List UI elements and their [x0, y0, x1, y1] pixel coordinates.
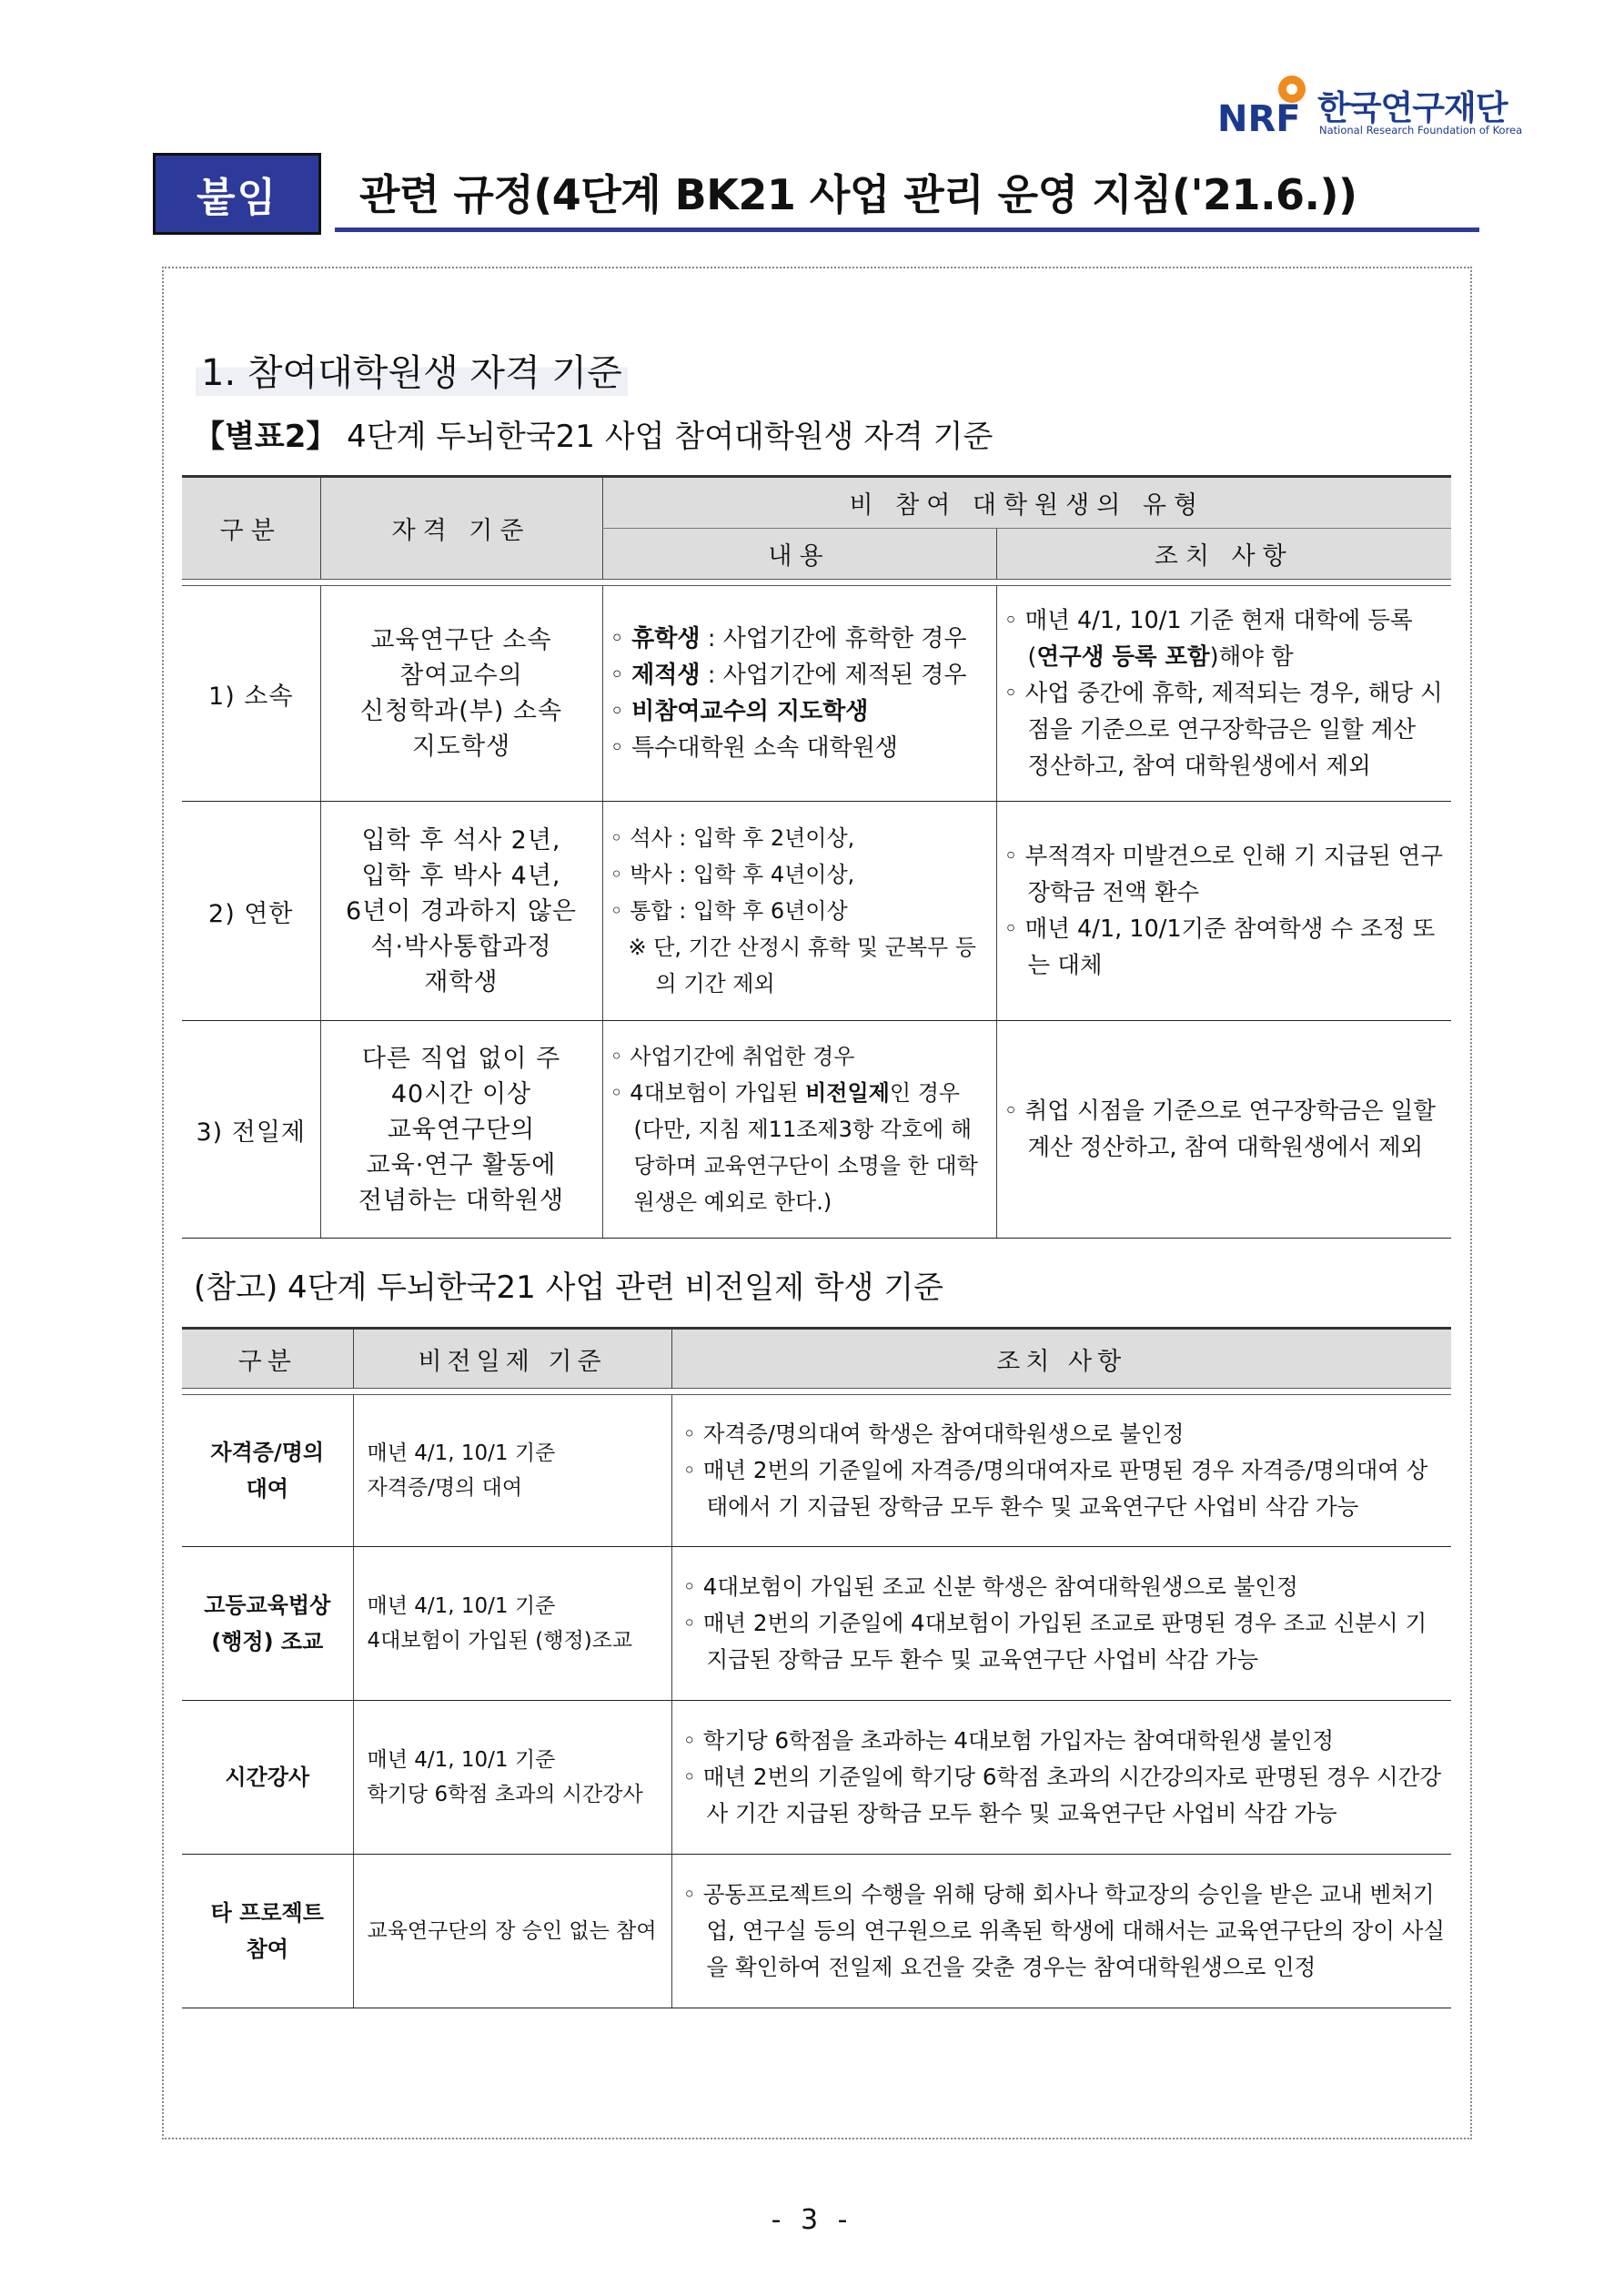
row-action: [996, 1021, 1451, 1239]
content-item: ◦ 비참여교수의 지도학생: [610, 698, 869, 725]
attachment-badge: 붙임: [153, 153, 321, 235]
table-header-row: [182, 477, 1451, 529]
content-item: ◦ 4대보험이 가입된 비전일제인 경우 (다만, 지침 제11조제3항 각호에 해당하며 교육연구단이 소명을 한 대학원생은 예외로 한다.): [610, 1080, 978, 1215]
criteria-line: 교육·연구 활동에: [366, 1150, 557, 1179]
action-item: ◦ 부적격자 미발견으로 인해 기 지급된 연구장학금 전액 환수: [1004, 843, 1443, 906]
table-row: [182, 1547, 1451, 1701]
header-group: 비 참여 대학원생의 유형: [602, 477, 1451, 529]
table-row: [182, 1701, 1451, 1855]
row-criteria: [320, 1021, 602, 1239]
action-item: ◦ 사업 중간에 휴학, 제적되는 경우, 해당 시점을 기준으로 연구장학금은 일할 계산 정산하고, 참여 대학원생에서 제외: [1004, 680, 1443, 780]
nrf-logo: [1215, 71, 1523, 144]
action-item: ◦ 4대보험이 가입된 조교 신분 학생은 참여대학원생으로 불인정: [682, 1573, 1298, 1600]
table-title-text: 4단계 두뇌한국21 사업 참여대학원생 자격 기준: [337, 419, 994, 455]
row-criteria: [320, 802, 602, 1021]
action-item: ◦ 매년 4/1, 10/1기준 참여학생 수 조정 또는 대체: [1004, 915, 1436, 979]
table-row: [182, 1855, 1451, 2008]
row-criteria: [320, 586, 602, 802]
logo-name-ko: 한국연구재단: [1317, 88, 1508, 127]
row-action: [671, 1547, 1451, 1701]
content-item: ◦ 석사 : 입학 후 2년이상,: [610, 825, 855, 851]
content-item: ◦ 제적생 : 사업기간에 제적된 경우: [610, 662, 967, 689]
header-criteria: 자격 기준: [320, 477, 602, 580]
criteria-line: 지도학생: [411, 733, 511, 761]
table-title-tag: 【별표2】: [194, 419, 338, 455]
logo-name-en: National Research Foundation of Korea: [1319, 124, 1523, 137]
table-row: [182, 1021, 1451, 1239]
eligibility-table: [182, 475, 1451, 1239]
header-category: 구분: [182, 477, 320, 580]
content-item: ◦ 박사 : 입학 후 4년이상,: [610, 862, 855, 887]
content-item: ◦ 통합 : 입학 후 6년이상: [610, 898, 848, 924]
table-title: [194, 411, 993, 456]
header-action: 조치 사항: [671, 1329, 1451, 1389]
criteria-line: 전념하는 대학원생: [358, 1186, 565, 1215]
action-item: ◦ 취업 시점을 기준으로 연구장학금은 일할 계산 정산하고, 참여 대학원생에서 제외: [1004, 1097, 1436, 1161]
row-content: [602, 802, 996, 1021]
part-time-table: [182, 1327, 1451, 2008]
header-content: 내용: [602, 529, 996, 580]
logo-mark-text: NRF: [1217, 98, 1301, 140]
table-row: [182, 1395, 1451, 1547]
reference-title: (참고) 4단계 두뇌한국21 사업 관련 비전일제 학생 기준: [194, 1269, 943, 1306]
criteria-line: 교육연구단 소속: [370, 626, 552, 654]
action-item: ◦ 매년 2번의 기준일에 자격증/명의대여자로 판명된 경우 자격증/명의대여 상태에서 기 지급된 장학금 모두 환수 및 교육연구단 사업비 삭감 가능: [682, 1457, 1428, 1520]
table-row: [182, 586, 1451, 802]
criteria-line: 재학생: [424, 967, 499, 996]
section-title: 1. 참여대학원생 자격 기준: [196, 344, 628, 396]
table-header-row: [182, 1329, 1451, 1389]
row-category: 자격증/명의 대여: [182, 1395, 353, 1547]
row-category: 시간강사: [182, 1701, 353, 1855]
criteria-line: 참여교수의: [399, 662, 523, 690]
row-action: [671, 1855, 1451, 2008]
action-item: ◦ 매년 2번의 기준일에 4대보험이 가입된 조교로 판명된 경우 조교 신분시 기 지급된 장학금 모두 환수 및 교육연구단 사업비 삭감 가능: [682, 1610, 1427, 1673]
row-content: [602, 586, 996, 802]
content-note: ※ 단, 기간 산정시 휴학 및 군복무 등의 기간 제외: [628, 935, 977, 996]
row-criteria: 교육연구단의 장 승인 없는 참여: [353, 1855, 671, 2008]
criteria-line: 입학 후 석사 2년,: [361, 825, 561, 855]
row-content: [602, 1021, 996, 1239]
content-item: ◦ 휴학생 : 사업기간에 휴학한 경우: [610, 625, 967, 652]
nrf-logo-mark-icon: [1215, 71, 1316, 144]
criteria-line: 신청학과(부) 소속: [359, 697, 563, 725]
row-criteria: 매년 4/1, 10/1 기준 학기당 6학점 초과의 시간강사: [353, 1701, 671, 1855]
header-criteria: 비전일제 기준: [353, 1329, 671, 1389]
action-item: ◦ 자격증/명의대여 학생은 참여대학원생으로 불인정: [682, 1421, 1185, 1447]
row-action: [996, 586, 1451, 802]
row-action: [996, 802, 1451, 1021]
row-category: 3) 전일제: [182, 1021, 320, 1239]
criteria-line: 다른 직업 없이 주: [361, 1044, 561, 1073]
row-action: [671, 1395, 1451, 1547]
content-item: ◦ 사업기간에 취업한 경우: [610, 1044, 855, 1069]
criteria-line: 40시간 이상: [390, 1079, 532, 1108]
page-number: - 3 -: [771, 2204, 853, 2236]
row-category: 2) 연한: [182, 802, 320, 1021]
content-item: ◦ 특수대학원 소속 대학원생: [610, 734, 898, 762]
header-category: 구분: [182, 1329, 353, 1389]
row-category: 1) 소속: [182, 586, 320, 802]
table-row: [182, 802, 1451, 1021]
row-criteria: 매년 4/1, 10/1 기준 4대보험이 가입된 (행정)조교: [353, 1547, 671, 1701]
row-category: 고등교육법상 (행정) 조교: [182, 1547, 353, 1701]
criteria-line: 6년이 경과하지 않은: [346, 896, 577, 925]
criteria-line: 석·박사통합과정: [370, 932, 552, 961]
header-underline: [335, 228, 1479, 232]
action-item: ◦ 공동프로젝트의 수행을 위해 당해 회사나 학교장의 승인을 받은 교내 벤처기업, 연구실 등의 연구원으로 위촉된 학생에 대해서는 교육연구단의 장이 사실을 확인하여 전일제 요건을 갖춘 경우는 참여대학원생으로 인정: [682, 1881, 1446, 1980]
row-category: 타 프로젝트 참여: [182, 1855, 353, 2008]
criteria-line: 입학 후 박사 4년,: [361, 861, 561, 890]
page-title: 관련 규정(4단계 BK21 사업 관리 운영 지침('21.6.)): [359, 170, 1357, 219]
row-criteria: 매년 4/1, 10/1 기준 자격증/명의 대여: [353, 1395, 671, 1547]
action-item: ◦ 매년 4/1, 10/1 기준 현재 대학에 등록(연구생 등록 포함)해야 함: [1004, 607, 1413, 671]
action-item: ◦ 학기당 6학점을 초과하는 4대보험 가입자는 참여대학원생 불인정: [682, 1727, 1334, 1754]
row-action: [671, 1701, 1451, 1855]
action-item: ◦ 매년 2번의 기준일에 학기당 6학점 초과의 시간강의자로 판명된 경우 시간강사 기간 지급된 장학금 모두 환수 및 교육연구단 사업비 삭감 가능: [682, 1764, 1442, 1826]
criteria-line: 교육연구단의: [387, 1115, 536, 1144]
header-action: 조치 사항: [996, 529, 1451, 580]
